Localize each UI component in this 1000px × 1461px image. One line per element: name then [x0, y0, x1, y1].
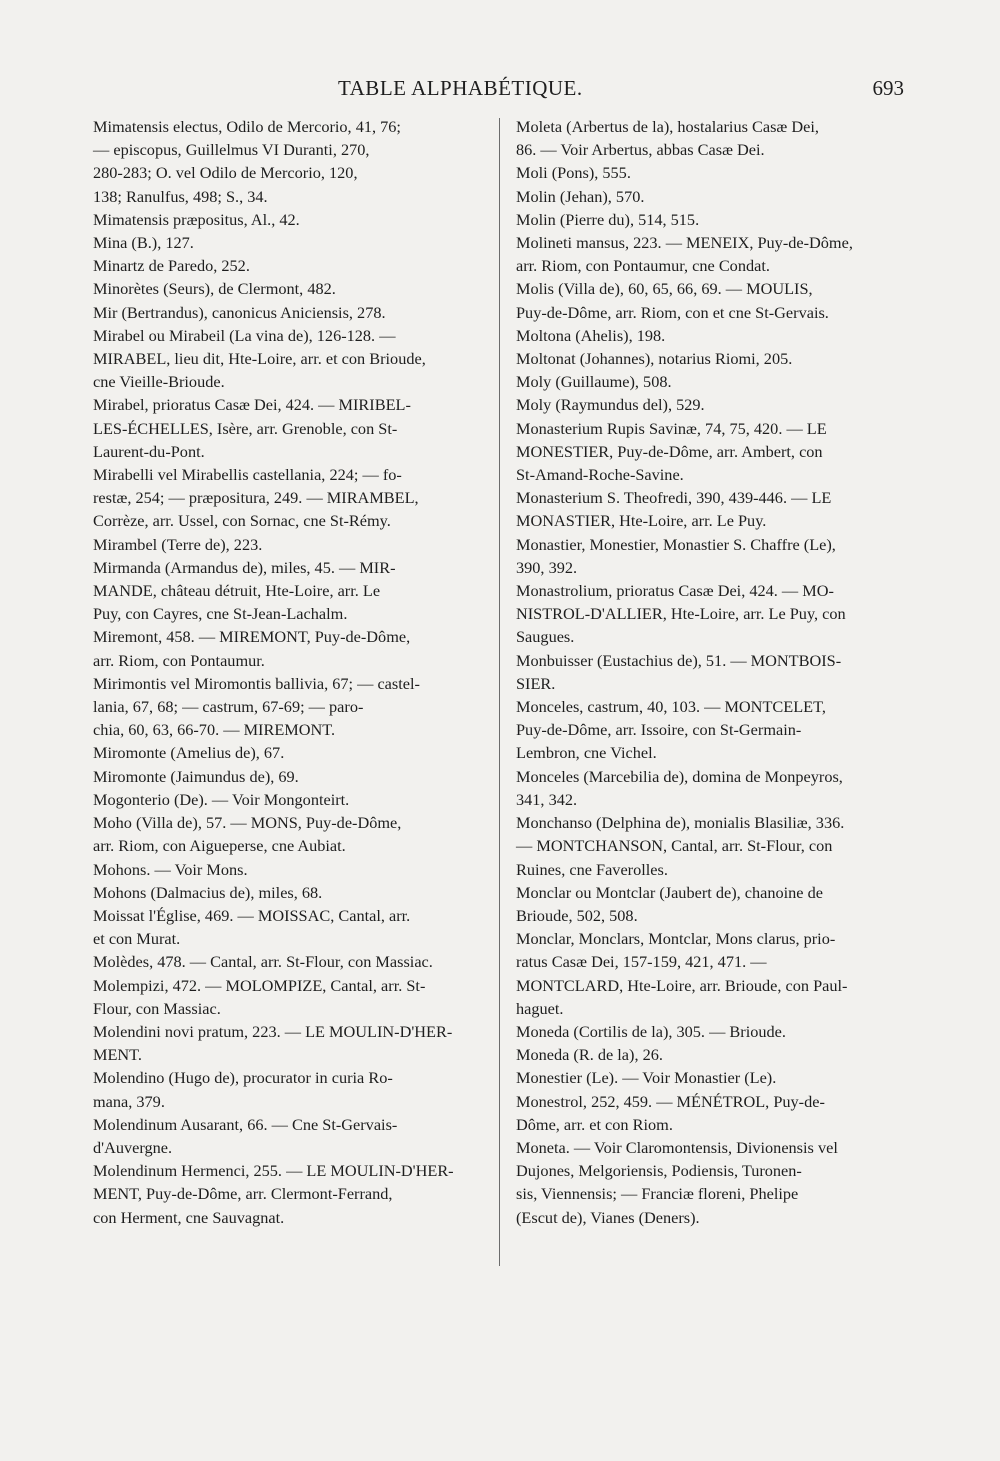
index-line: (Escut de), Vianes (Deners). [516, 1207, 700, 1227]
index-line: Puy, con Cayres, cne St-Jean-Lachalm. [93, 604, 348, 624]
index-line: 390, 392. [516, 557, 578, 577]
index-line: Molin (Pierre du), 514, 515. [516, 209, 700, 229]
index-line: 280-283; O. vel Odilo de Mercorio, 120, [93, 163, 358, 183]
index-line: Molendini novi pratum, 223. — LE MOULIN-D'HER- [93, 1021, 453, 1041]
index-line: MENT. [93, 1045, 142, 1065]
index-line: Miremont, 458. — MIREMONT, Puy-de-Dôme, [93, 627, 411, 647]
index-line: 341, 342. [516, 789, 578, 809]
index-line: Molineti mansus, 223. — MENEIX, Puy-de-Dôme, [516, 233, 853, 253]
index-line: Mina (B.), 127. [93, 233, 194, 253]
index-line: lania, 67, 68; — castrum, 67-69; — paro- [93, 697, 364, 717]
index-line: Minartz de Paredo, 252. [93, 256, 250, 276]
index-line: Moly (Raymundus del), 529. [516, 395, 705, 415]
index-line: 138; Ranulfus, 498; S., 34. [93, 186, 268, 206]
index-line: et con Murat. [93, 929, 181, 949]
index-line: cne Vieille-Brioude. [93, 372, 225, 392]
index-line: con Herment, cne Sauvagnat. [93, 1207, 285, 1227]
index-line: Molèdes, 478. — Cantal, arr. St-Flour, con Massiac. [93, 952, 433, 972]
index-line: MONESTIER, Puy-de-Dôme, arr. Ambert, con [516, 441, 823, 461]
index-line: Monestrol, 252, 459. — MÉNÉTROL, Puy-de- [516, 1091, 825, 1111]
index-line: sis, Viennensis; — Franciæ floreni, Phelipe [516, 1184, 799, 1204]
index-line: Flour, con Massiac. [93, 998, 221, 1018]
index-line: Puy-de-Dôme, arr. Issoire, con St-Germain- [516, 720, 802, 740]
index-line: Moly (Guillaume), 508. [516, 372, 672, 392]
index-line: Monclar ou Montclar (Jaubert de), chanoine de [516, 882, 823, 902]
index-line: Mirambel (Terre de), 223. [93, 534, 263, 554]
index-line: Dôme, arr. et con Riom. [516, 1114, 673, 1134]
index-line: chia, 60, 63, 66-70. — MIREMONT. [93, 720, 336, 740]
index-line: Molendinum Hermenci, 255. — LE MOULIN-D'HER- [93, 1161, 454, 1181]
index-line: Monceles, castrum, 40, 103. — MONTCELET, [516, 697, 826, 717]
index-line: — MONTCHANSON, Cantal, arr. St-Flour, con [516, 836, 833, 856]
index-line: Molendinum Ausarant, 66. — Cne St-Gervais- [93, 1114, 398, 1134]
index-line: restæ, 254; — præpositura, 249. — MIRAMBEL, [93, 488, 419, 508]
index-line: Moneda (Cortilis de la), 305. — Brioude. [516, 1021, 786, 1041]
index-line: d'Auvergne. [93, 1137, 173, 1157]
page-header [338, 76, 904, 106]
index-line: Mirabelli vel Mirabellis castellania, 224; — fo- [93, 465, 402, 485]
index-line: arr. Riom, con Aigueperse, cne Aubiat. [93, 836, 346, 856]
index-line: Monestier (Le). — Voir Monastier (Le). [516, 1068, 777, 1088]
index-line: Molendino (Hugo de), procurator in curia Ro- [93, 1068, 393, 1088]
index-line: Minorètes (Seurs), de Clermont, 482. [93, 279, 336, 299]
index-line: Saugues. [516, 627, 575, 647]
index-line: Monasterium S. Theofredi, 390, 439-446. — LE [516, 488, 832, 508]
index-line: SIER. [516, 673, 556, 693]
column-divider [499, 118, 500, 1266]
index-line: St-Amand-Roche-Savine. [516, 465, 684, 485]
index-line: Moneda (R. de la), 26. [516, 1045, 663, 1065]
index-line: Monbuisser (Eustachius de), 51. — MONTBOIS- [516, 650, 842, 670]
index-column-right [516, 115, 906, 1229]
index-line: Miromonte (Jaimundus de), 69. [93, 766, 299, 786]
index-line: Moli (Pons), 555. [516, 163, 631, 183]
index-line: Mirmanda (Armandus de), miles, 45. — MIR- [93, 557, 396, 577]
index-line: MIRABEL, lieu dit, Hte-Loire, arr. et con Brioude, [93, 349, 426, 369]
index-line: Monchanso (Delphina de), monialis Blasiliæ, 336. [516, 813, 845, 833]
index-line: Mirabel ou Mirabeil (La vina de), 126-128. — [93, 325, 396, 345]
index-line: Mohons (Dalmacius de), miles, 68. [93, 882, 323, 902]
index-line: Mirabel, prioratus Casæ Dei, 424. — MIRIBEL- [93, 395, 411, 415]
page-title: TABLE ALPHABÉTIQUE. [338, 76, 583, 100]
index-line: Mohons. — Voir Mons. [93, 859, 248, 879]
index-line: Molin (Jehan), 570. [516, 186, 645, 206]
index-line: Ruines, cne Faverolles. [516, 859, 668, 879]
index-line: Monastier, Monestier, Monastier S. Chaffre (Le), [516, 534, 836, 554]
index-line: Mimatensis præpositus, Al., 42. [93, 209, 300, 229]
index-line: Moltona (Ahelis), 198. [516, 325, 666, 345]
page-number: 693 [872, 76, 904, 100]
index-line: MANDE, château détruit, Hte-Loire, arr. Le [93, 581, 381, 601]
index-line: Monasterium Rupis Savinæ, 74, 75, 420. — LE [516, 418, 827, 438]
index-line: Brioude, 502, 508. [516, 905, 638, 925]
index-line: Monceles (Marcebilia de), domina de Monpeyros, [516, 766, 843, 786]
index-line: MENT, Puy-de-Dôme, arr. Clermont-Ferrand, [93, 1184, 393, 1204]
index-line: Monclar, Monclars, Montclar, Mons clarus, prio- [516, 929, 836, 949]
index-line: MONASTIER, Hte-Loire, arr. Le Puy. [516, 511, 767, 531]
index-line: Moleta (Arbertus de la), hostalarius Casæ Dei, [516, 117, 819, 136]
index-line: — episcopus, Guillelmus VI Duranti, 270, [93, 140, 370, 160]
index-line: ratus Casæ Dei, 157-159, 421, 471. — [516, 952, 767, 972]
index-line: Mirimontis vel Miromontis ballivia, 67; — castel- [93, 673, 420, 693]
index-line: Dujones, Melgoriensis, Podiensis, Turonen- [516, 1161, 802, 1181]
index-line: Moneta. — Voir Claromontensis, Divionensis vel [516, 1137, 838, 1157]
index-line: NISTROL-D'ALLIER, Hte-Loire, arr. Le Puy, con [516, 604, 846, 624]
index-column-left [93, 115, 483, 1229]
index-line: mana, 379. [93, 1091, 165, 1111]
index-line: Molempizi, 472. — MOLOMPIZE, Cantal, arr. St- [93, 975, 426, 995]
index-line: Monastrolium, prioratus Casæ Dei, 424. — MO- [516, 581, 834, 601]
index-line: MONTCLARD, Hte-Loire, arr. Brioude, con Paul- [516, 975, 848, 995]
index-line: Mimatensis electus, Odilo de Mercorio, 41, 76; [93, 117, 401, 136]
index-line: Laurent-du-Pont. [93, 441, 205, 461]
index-line: 86. — Voir Arbertus, abbas Casæ Dei. [516, 140, 765, 160]
index-line: Corrèze, arr. Ussel, con Sornac, cne St-Rémy. [93, 511, 391, 531]
index-line: arr. Riom, con Pontaumur. [93, 650, 265, 670]
index-line: Mir (Bertrandus), canonicus Aniciensis, 278. [93, 302, 386, 322]
index-line: Moltonat (Johannes), notarius Riomi, 205. [516, 349, 793, 369]
index-line: Lembron, cne Vichel. [516, 743, 657, 763]
index-line: Moho (Villa de), 57. — MONS, Puy-de-Dôme, [93, 813, 402, 833]
index-line: Molis (Villa de), 60, 65, 66, 69. — MOULIS, [516, 279, 813, 299]
index-line: arr. Riom, con Pontaumur, cne Condat. [516, 256, 770, 276]
index-line: Puy-de-Dôme, arr. Riom, con et cne St-Gervais. [516, 302, 829, 322]
index-line: LES-ÉCHELLES, Isère, arr. Grenoble, con St- [93, 418, 398, 438]
index-line: Miromonte (Amelius de), 67. [93, 743, 285, 763]
index-line: haguet. [516, 998, 564, 1018]
index-line: Mogonterio (De). — Voir Mongonteirt. [93, 789, 350, 809]
index-line: Moissat l'Église, 469. — MOISSAC, Cantal, arr. [93, 905, 411, 925]
